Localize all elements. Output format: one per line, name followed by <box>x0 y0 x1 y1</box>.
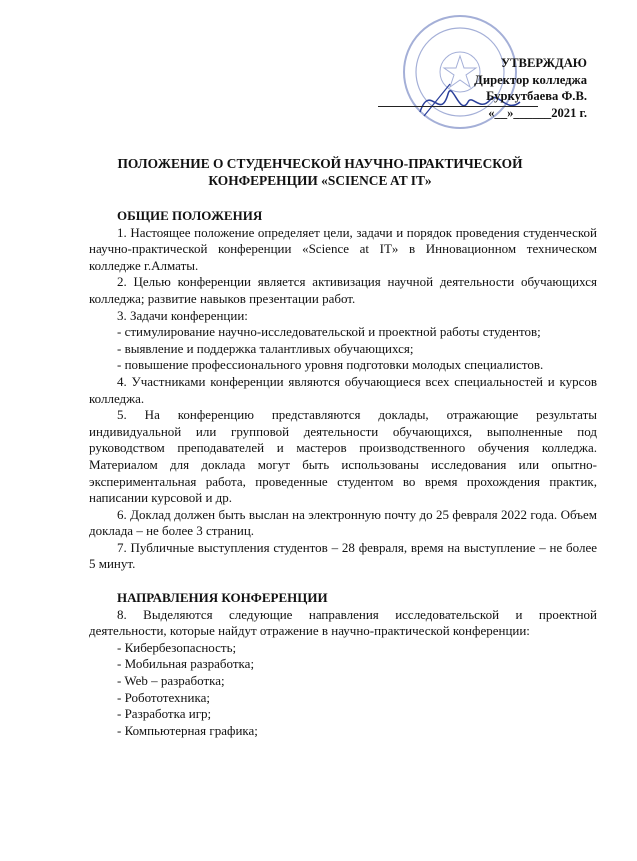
paragraph-8: 8. Выделяются следующие направления исследовательской и проектной деятельности, которые найдут отражение в научно-практической конференции: <box>89 606 597 639</box>
list-item: - Web – разработка; <box>117 673 225 689</box>
document-body <box>89 208 597 739</box>
paragraph-5: 5. На конференцию представляются доклады, отражающие результаты индивидуальной или групповой деятельности обучающихся, выполненные под руководством преподавателей и мастеров производственного обучения колледжа. Материалом для доклада могут быть использованы исследования или опытно-экспериментальная работа, проведенные студентом во время прохождения практик, написании курсовой и др. <box>89 407 597 506</box>
list-item: - Мобильная разработка; <box>117 656 255 672</box>
approval-line-1: УТВЕРЖДАЮ <box>500 56 587 70</box>
signature-line <box>378 106 538 107</box>
document-title <box>40 155 600 189</box>
paragraph-2: 2. Целью конференции является активизация научной деятельности обучающихся колледжа; развитие навыков презентации работ. <box>89 274 597 306</box>
paragraph-1: 1. Настоящее положение определяет цели, задачи и порядок проведения студенческой научно-практической конференции «Science at IT» в Инновационном техническом колледже г.Алматы. <box>89 224 597 273</box>
approval-line-3: Буркутбаева Ф.В. <box>486 89 587 103</box>
task-1: - стимулирование научно-исследовательской и проектной работы студентов; <box>117 324 541 340</box>
section-directions-heading: НАПРАВЛЕНИЯ КОНФЕРЕНЦИИ <box>117 590 328 606</box>
task-2: - выявление и поддержка талантливых обучающихся; <box>117 340 414 356</box>
title-line-2: КОНФЕРЕНЦИИ «SCIENCE AT IT» <box>208 173 432 188</box>
approval-line-4: «__»______2021 г. <box>488 105 587 120</box>
list-item: - Компьютерная графика; <box>117 722 258 738</box>
approval-block <box>474 55 587 121</box>
paragraph-7: 7. Публичные выступления студентов – 28 февраля, время на выступление – не более 5 минут. <box>89 539 597 572</box>
paragraph-3: 3. Задачи конференции: <box>117 307 248 323</box>
section-general-heading: ОБЩИЕ ПОЛОЖЕНИЯ <box>117 208 263 223</box>
paragraph-6: 6. Доклад должен быть выслан на электронную почту до 25 февраля 2022 года. Объем доклада – не более 3 страниц. <box>89 506 597 539</box>
paragraph-4: 4. Участниками конференции являются обучающиеся всех специальностей и курсов колледжа. <box>89 373 597 406</box>
list-item: - Разработка игр; <box>117 706 212 722</box>
title-line-1: ПОЛОЖЕНИЕ О СТУДЕНЧЕСКОЙ НАУЧНО-ПРАКТИЧЕСКОЙ <box>117 156 523 171</box>
list-item: - Кибербезопасность; <box>117 639 237 655</box>
task-3: - повышение профессионального уровня подготовки молодых специалистов. <box>117 357 544 373</box>
list-item: - Робототехника; <box>117 689 210 705</box>
approval-line-2: Директор колледжа <box>474 72 587 87</box>
